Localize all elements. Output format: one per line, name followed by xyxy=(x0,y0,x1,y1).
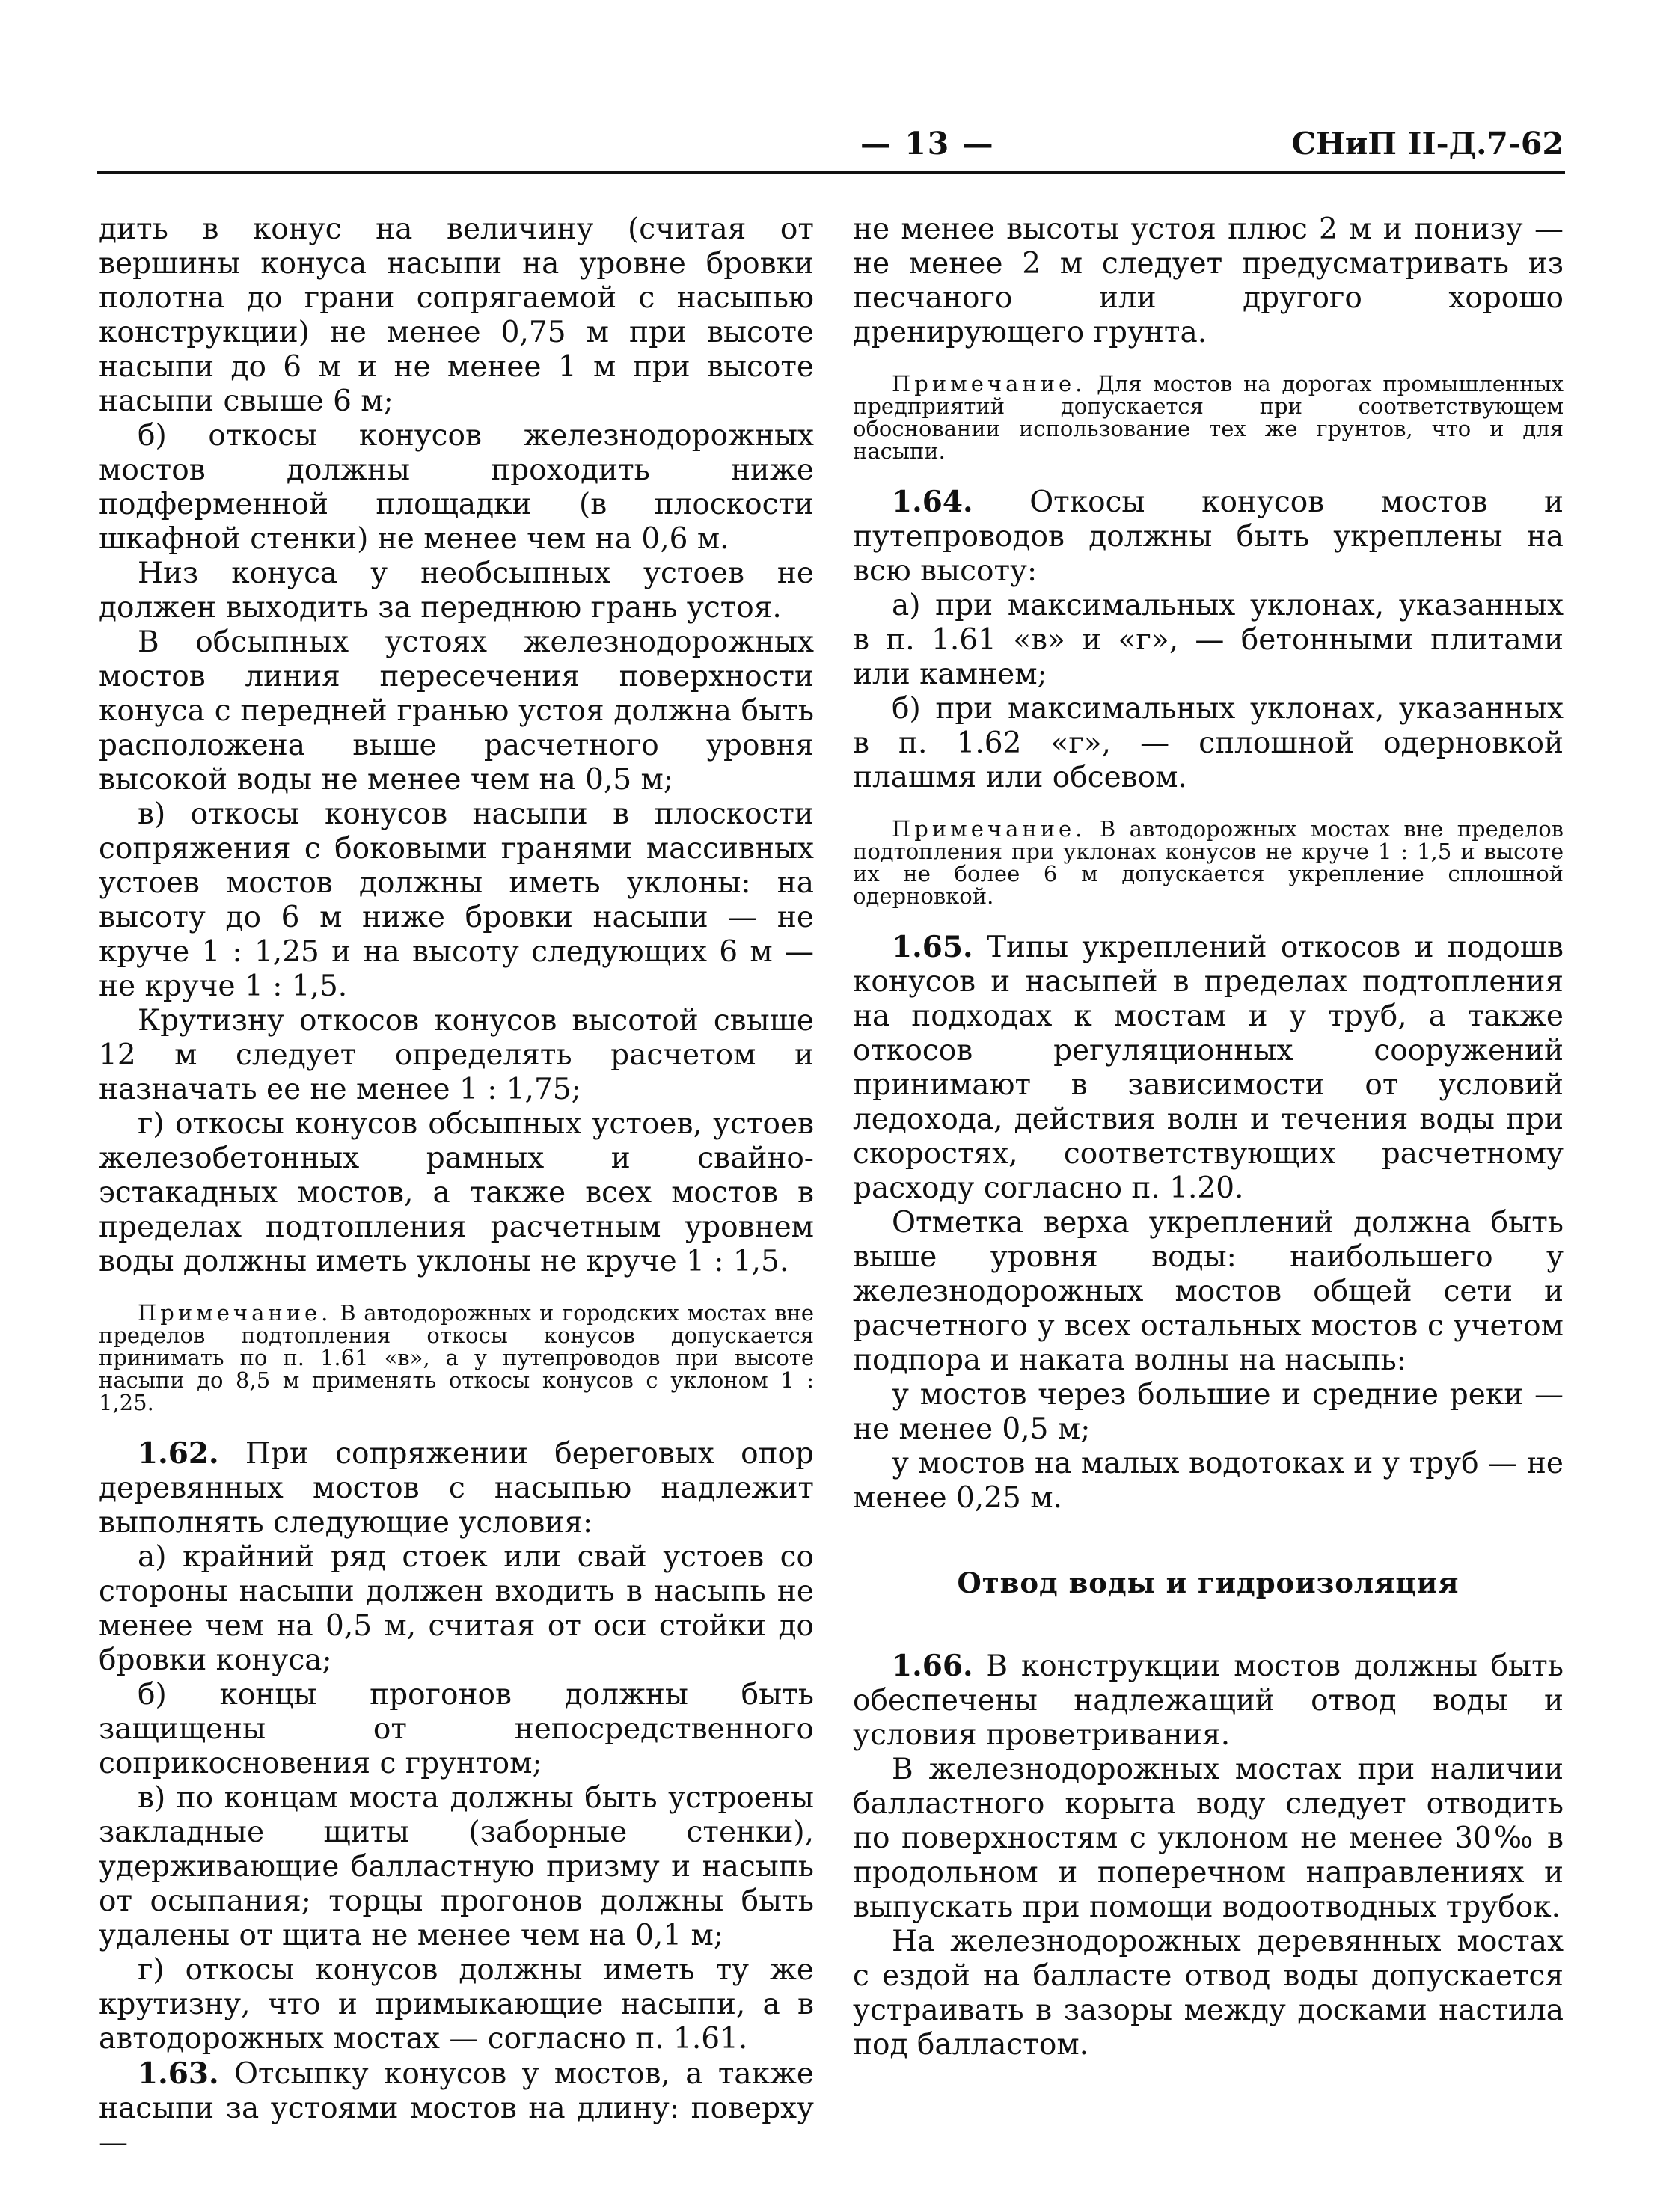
left-column xyxy=(99,212,814,2160)
clause-text: При сопряжении береговых опор деревянных мостов с насыпью надлежит выполнять следующие условия: xyxy=(99,1437,814,1539)
clause-number: 1.65. xyxy=(892,930,973,964)
paragraph: а) при максимальных уклонах, указанных в п. 1.61 «в» и «г», — бетонными плитами или камнем; xyxy=(853,589,1564,691)
note-label: Примечание. xyxy=(892,371,1086,396)
clause-text: В конструкции мостов должны быть обеспечены надлежащий отвод воды и условия проветривания. xyxy=(853,1649,1564,1752)
paragraph: г) откосы конусов обсыпных устоев, устоев железобетонных рамных и свайно-эстакадных мостов, а также всех мостов в пределах подтопления расчетным уровнем воды должны иметь уклоны не круче 1 : 1,5. xyxy=(99,1107,814,1278)
paragraph: б) при максимальных уклонах, указанных в п. 1.62 «г», — сплошной одерновкой плашмя или обсевом. xyxy=(853,692,1564,794)
paragraph: дить в конус на величину (считая от вершины конуса насыпи на уровне бровки полотна до грани сопрягаемой с насыпью конструкции) не менее 0,75 м при высоте насыпи до 6 м и не менее 1 м при высоте насыпи свыше 6 м; xyxy=(99,212,814,418)
paragraph: у мостов на малых водотоках и у труб — не менее 0,25 м. xyxy=(853,1447,1564,1515)
note-label: Примечание. xyxy=(138,1300,332,1326)
note-text: Для мостов на дорогах промышленных предприятий допускается при соответствующем обосновании использование тех же грунтов, что и для насыпи. xyxy=(853,371,1564,464)
paragraph: В обсыпных устоях железнодорожных мостов линия пересечения поверхности конуса с передней гранью устоя должна быть расположена выше расчетного уровня высокой воды не менее чем на 0,5 м; xyxy=(99,625,814,797)
paragraph: На железнодорожных деревянных мостах с ездой на балласте отвод воды допускается устраивать в зазоры между досками настила под балластом. xyxy=(853,1925,1564,2062)
clause-text: Отсыпку конусов у мостов, а также насыпи за устоями мостов на длину: поверху — xyxy=(99,2057,815,2160)
paragraph: б) откосы конусов железнодорожных мостов должны проходить ниже подферменной площадки (в плоскости шкафной стенки) не менее чем на 0,6 м. xyxy=(99,419,814,556)
clause-1-62 xyxy=(99,1436,814,1540)
clause-1-64 xyxy=(853,485,1564,589)
section-heading: Отвод воды и гидроизоляция xyxy=(957,1566,1460,1599)
paragraph: Крутизну откосов конусов высотой свыше 12 м следует определять расчетом и назначать ее не менее 1 : 1,75; xyxy=(99,1004,814,1106)
paragraph: а) крайний ряд стоек или свай устоев со стороны насыпи должен входить в насыпь не менее чем на 0,5 м, считая от оси стойки до бровки конуса; xyxy=(99,1540,814,1677)
right-column xyxy=(853,212,1564,2062)
note-label: Примечание. xyxy=(892,816,1086,842)
clause-number: 1.64. xyxy=(892,485,973,519)
clause-1-63 xyxy=(99,2056,814,2160)
note-text: В автодорожных и городских мостах вне пределов подтопления откосы конусов допускается принимать по п. 1.61 «в», а у путепроводов при высоте насыпи до 8,5 м применять откосы конусов с уклоном 1 : 1,25. xyxy=(99,1300,815,1415)
clause-1-65 xyxy=(853,930,1564,1206)
document-code: СНиП II-Д.7-62 xyxy=(1291,126,1564,162)
note xyxy=(99,1302,814,1414)
page-header xyxy=(97,126,1565,174)
clause-number: 1.62. xyxy=(138,1436,219,1471)
page-number: — 13 — xyxy=(860,126,995,162)
paragraph: б) концы прогонов должны быть защищены от непосредственного соприкосновения с грунтом; xyxy=(99,1678,814,1780)
clause-number: 1.63. xyxy=(138,2056,219,2091)
paragraph: в) откосы конусов насыпи в плоскости сопряжения с боковыми гранями массивных устоев мостов должны иметь уклоны: на высоту до 6 м ниже бровки насыпи — не круче 1 : 1,25 и на высоту следующих 6 м — не круче 1 : 1,5. xyxy=(99,797,814,1003)
paragraph: у мостов через большие и средние реки — не менее 0,5 м; xyxy=(853,1378,1564,1446)
clause-text: Откосы конусов мостов и путепроводов должны быть укреплены на всю высоту: xyxy=(853,485,1564,588)
paragraph: Низ конуса у необсыпных устоев не должен выходить за переднюю грань устоя. xyxy=(99,557,814,625)
note xyxy=(853,818,1564,907)
clause-text: Типы укреплений откосов и подошв конусов и насыпей в пределах подтопления на подходах к мостам и у труб, а также откосов регуляционных сооружений принимают в зависимости от условий ледохода, действия волн и течения воды при скоростях, соответствующих расчетному расходу согласно п. 1.20. xyxy=(853,931,1564,1205)
note xyxy=(853,373,1564,462)
paragraph: г) откосы конусов должны иметь ту же крутизну, что и примыкающие насыпи, а в автодорожных мостах — согласно п. 1.61. xyxy=(99,1953,814,2056)
paragraph: в) по концам моста должны быть устроены закладные щиты (заборные стенки), удерживающие балластную призму и насыпь от осыпания; торцы прогонов должны быть удалены от щита не менее чем на 0,1 м; xyxy=(99,1781,814,1952)
paragraph: Отметка верха укреплений должна быть выше уровня воды: наибольшего у железнодорожных мостов общей сети и расчетного у всех остальных мостов с учетом подпора и наката волны на насыпь: xyxy=(853,1206,1564,1377)
paragraph: В железнодорожных мостах при наличии балластного корыта воду следует отводить по поверхностям с уклоном не менее 30‰ в продольном и поперечном направлениях и выпускать при помощи водоотводных трубок. xyxy=(853,1753,1564,1924)
paragraph: не менее высоты устоя плюс 2 м и понизу — не менее 2 м следует предусматривать из песчаного или другого хорошо дренирующего грунта. xyxy=(853,212,1564,349)
clause-number: 1.66. xyxy=(892,1649,973,1683)
clause-1-66 xyxy=(853,1649,1564,1753)
note-text: В автодорожных мостах вне пределов подтопления при уклонах конусов не круче 1 : 1,5 и высоте их не более 6 м допускается укрепление сплошной одерновкой. xyxy=(853,816,1564,909)
